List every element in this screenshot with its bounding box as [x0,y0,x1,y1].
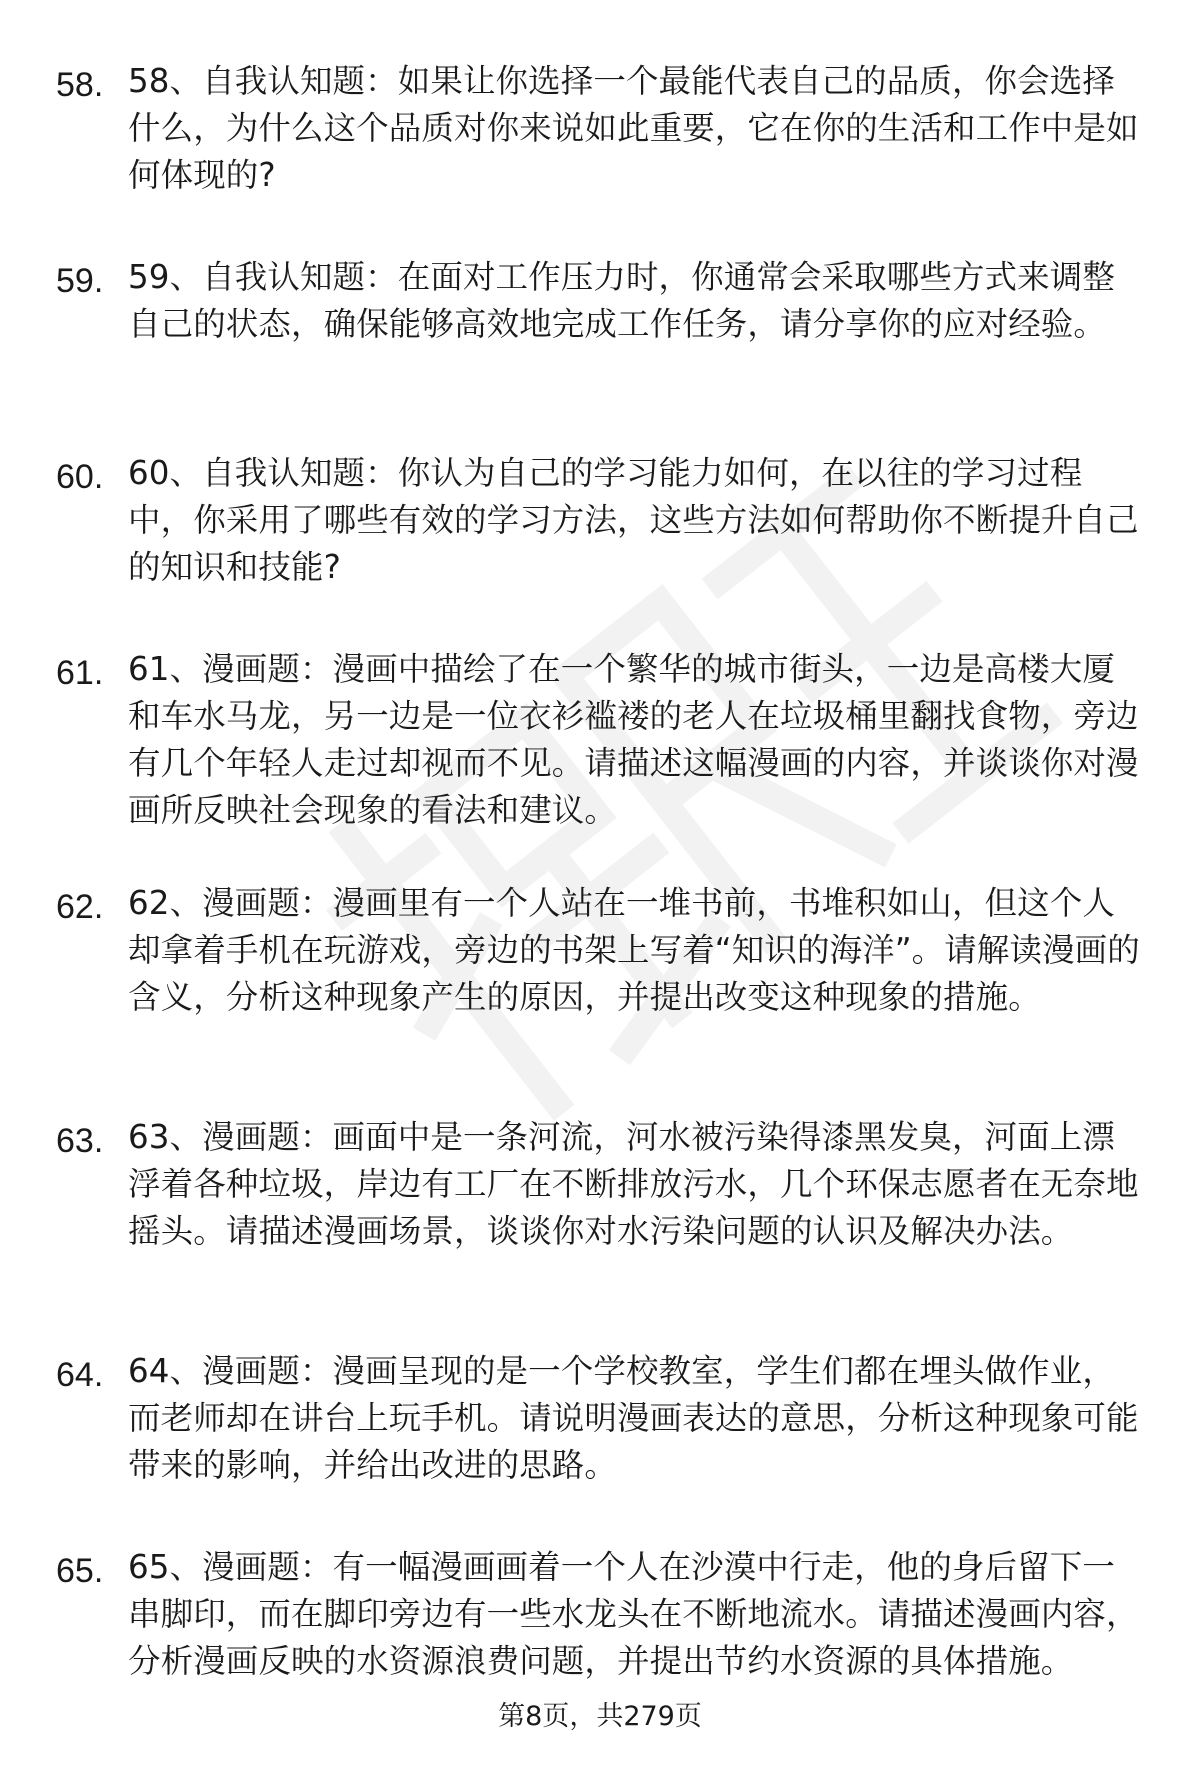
list-item [0,254,1200,450]
item-text: 63、漫画题：画面中是一条河流，河水被污染得漆黑发臭，河面上漂浮着各种垃圾，岸边有工厂在不断排放污水，几个环保志愿者在无奈地摇头。请描述漫画场景，谈谈你对水污染问题的认识及解决办法。 [128,1118,1139,1250]
item-text: 60、自我认知题：你认为自己的学习能力如何，在以往的学习过程中，你采用了哪些有效的学习方法，这些方法如何帮助你不断提升自己的知识和技能? [128,454,1139,586]
item-number: 63. [56,1122,104,1160]
item-text: 58、自我认知题：如果让你选择一个最能代表自己的品质，你会选择什么，为什么这个品质对你来说如此重要，它在你的生活和工作中是如何体现的? [128,62,1139,194]
item-number: 59. [56,262,104,300]
item-text: 62、漫画题：漫画里有一个人站在一堆书前，书堆积如山，但这个人却拿着手机在玩游戏，旁边的书架上写着“知识的海洋”。请解读漫画的含义，分析这种现象产生的原因，并提出改变这种现象的措施。 [128,884,1140,1016]
list-item [0,58,1200,254]
item-number: 64. [56,1356,104,1394]
list-item [0,646,1200,880]
question-list [0,58,1200,1778]
item-text: 61、漫画题：漫画中描绘了在一个繁华的城市街头，一边是高楼大厦和车水马龙，另一边是一位衣衫褴褛的老人在垃圾桶里翻找食物，旁边有几个年轻人走过却视而不见。请描述这幅漫画的内容，并谈谈你对漫画所反映社会现象的看法和建议。 [128,650,1139,829]
item-text: 65、漫画题：有一幅漫画画着一个人在沙漠中行走，他的身后留下一串脚印，而在脚印旁边有一些水龙头在不断地流水。请描述漫画内容，分析漫画反映的水资源浪费问题，并提出节约水资源的具体措施。 [128,1548,1139,1680]
page-footer: 第8页，共279页 [498,1701,702,1732]
list-item [0,1544,1200,1778]
item-number: 58. [56,66,104,104]
list-item [0,880,1200,1114]
list-item [0,450,1200,646]
item-text: 64、漫画题：漫画呈现的是一个学校教室，学生们都在埋头做作业，而老师却在讲台上玩手机。请说明漫画表达的意思，分析这种现象可能带来的影响，并给出改进的思路。 [128,1352,1139,1484]
item-number: 61. [56,654,104,692]
item-number: 60. [56,458,104,496]
list-item [0,1114,1200,1348]
list-item [0,1348,1200,1544]
item-text: 59、自我认知题：在面对工作压力时，你通常会采取哪些方式来调整自己的状态，确保能够高效地完成工作任务，请分享你的应对经验。 [128,258,1115,343]
item-number: 62. [56,888,104,926]
item-number: 65. [56,1552,104,1590]
